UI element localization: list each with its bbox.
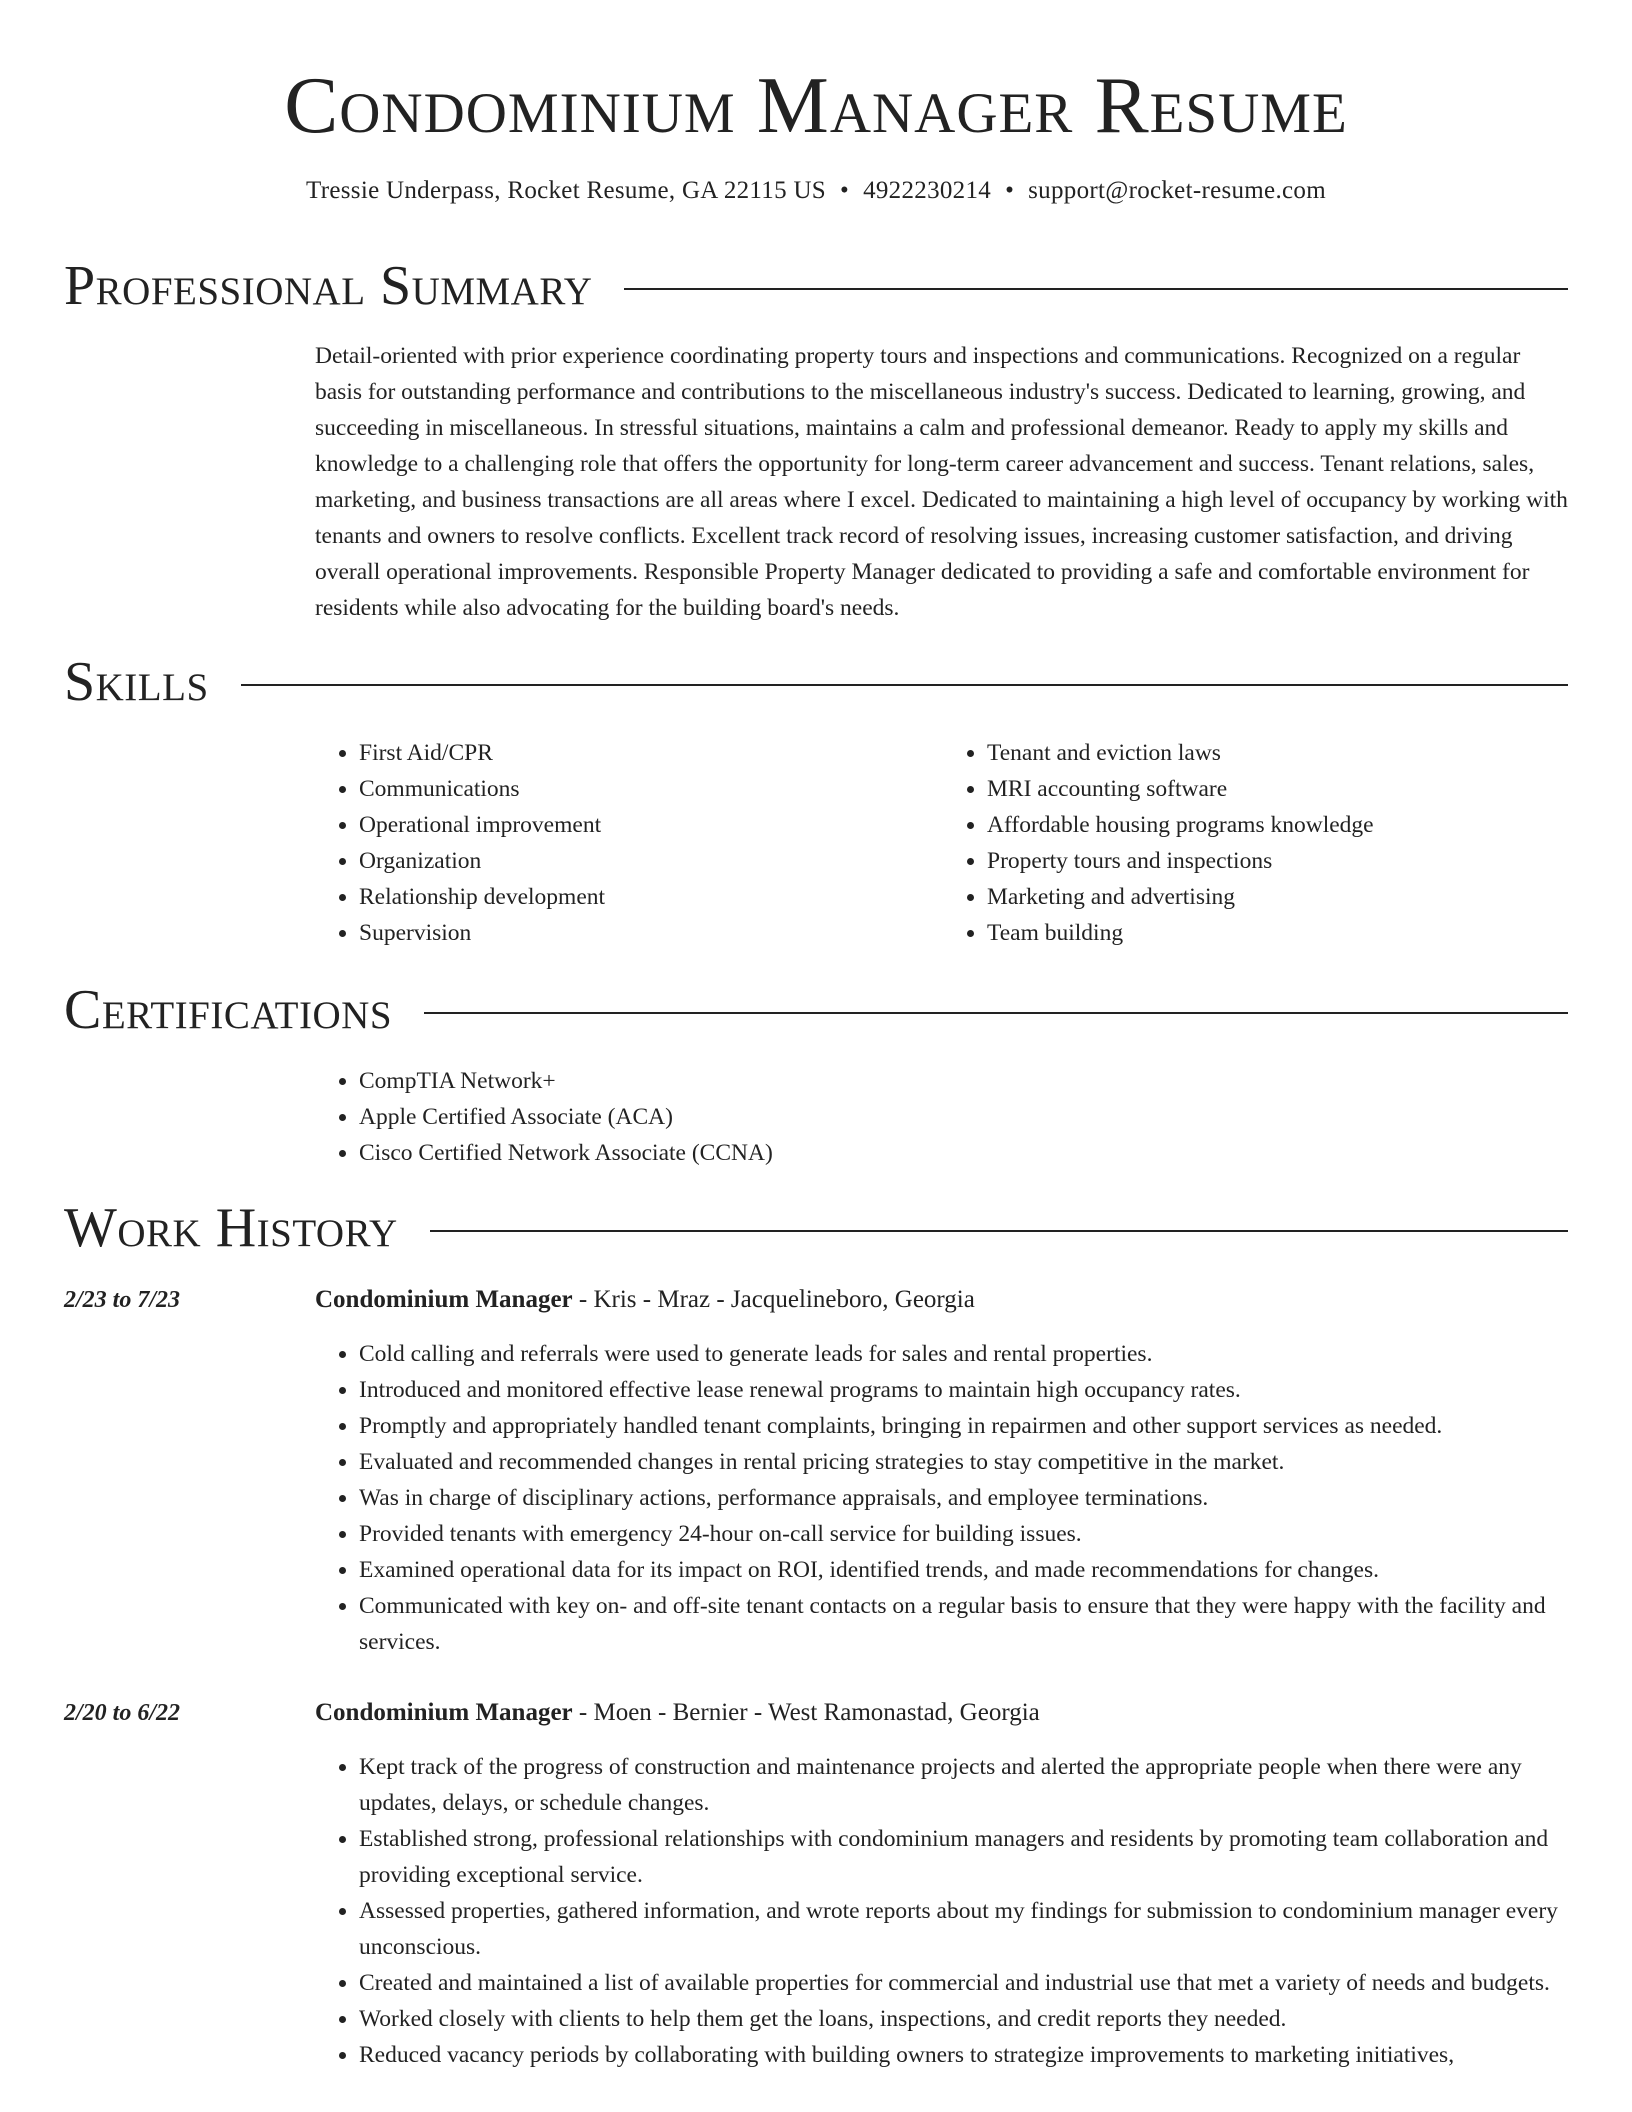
skill-item: • First Aid/CPR <box>359 735 943 771</box>
job-bullet: • Assessed properties, gathered information, and wrote reports about my findings for submission to condominium manager every unconscious. <box>359 1893 1571 1965</box>
section-divider <box>241 684 1568 686</box>
job-bullet: • Communicated with key on- and off-site tenant contacts on a regular basis to ensure that they were happy with the facility and services. <box>359 1588 1571 1660</box>
summary-text: Detail-oriented with prior experience coordinating property tours and inspections and communications. Recognized on a regular basis for outstanding performance and contributions to the miscellaneous industry's success. Dedicated to learning, growing, and succeeding in miscellaneous. In stressful situations, maintains a calm and professional demeanor. Ready to apply my skills and knowledge to a challenging role that offers the opportunity for long-term career advancement and success. Tenant relations, sales, marketing, and business transactions are all areas where I excel. Dedicated to maintaining a high level of occupancy by working with tenants and owners to resolve conflicts. Excellent track record of resolving issues, increasing customer satisfaction, and driving overall operational improvements. Responsible Property Manager dedicated to providing a safe and comfortable environment for residents while also advocating for the building board's needs. <box>315 343 1568 621</box>
skill-item: • Organization <box>359 843 943 879</box>
certification-item: • Cisco Certified Network Associate (CCNA) <box>359 1135 1571 1171</box>
skills-heading: Skills <box>64 651 209 713</box>
job-company: - Moen - Bernier - West Ramonastad, Georgia <box>572 1699 1040 1726</box>
job-bullet: • Promptly and appropriately handled tenant complaints, bringing in repairmen and other support services as needed. <box>359 1408 1571 1444</box>
skill-item: • Affordable housing programs knowledge <box>987 807 1571 843</box>
work-history-section-header <box>64 1196 1568 1260</box>
skills-column-right <box>943 735 1571 951</box>
section-divider <box>424 1012 1568 1014</box>
skill-item: • Tenant and eviction laws <box>987 735 1571 771</box>
skill-item: • Property tours and inspections <box>987 843 1571 879</box>
certifications-section-header <box>64 978 1568 1042</box>
job-company: - Kris - Mraz - Jacquelineboro, Georgia <box>572 1286 975 1313</box>
skill-item: • Communications <box>359 771 943 807</box>
skills-column-left <box>315 735 943 951</box>
job-bullet: • Created and maintained a list of available properties for commercial and industrial use that met a variety of needs and budgets. <box>359 1965 1571 2001</box>
contact-phone: 4922230214 <box>863 177 992 204</box>
contact-separator: • <box>1005 177 1015 204</box>
job-bullet: • Reduced vacancy periods by collaborating with building owners to strategize improvements to marketing initiatives, <box>359 2037 1571 2073</box>
skill-item: • Operational improvement <box>359 807 943 843</box>
job-bullet: • Provided tenants with emergency 24-hour on-call service for building issues. <box>359 1516 1571 1552</box>
job-header <box>315 1283 975 1317</box>
summary-heading: Professional Summary <box>64 255 593 317</box>
job-bullets <box>315 1336 1571 1660</box>
job-bullets <box>315 1749 1571 2073</box>
job-bullet: • Examined operational data for its impact on ROI, identified trends, and made recommendations for changes. <box>359 1552 1571 1588</box>
skill-item: • Team building <box>987 915 1571 951</box>
job-bullet: • Established strong, professional relationships with condominium managers and residents by promoting team collaboration and providing exceptional service. <box>359 1821 1571 1893</box>
skill-item: • Relationship development <box>359 879 943 915</box>
contact-address: Tressie Underpass, Rocket Resume, GA 22115 US <box>306 177 827 204</box>
job-header <box>315 1696 1040 1730</box>
skills-list <box>315 735 1571 951</box>
job-title: Condominium Manager <box>315 1286 573 1313</box>
job-bullet: • Cold calling and referrals were used to generate leads for sales and rental properties. <box>359 1336 1571 1372</box>
skills-section-header <box>64 650 1568 714</box>
contact-separator: • <box>840 177 850 204</box>
certifications-heading: Certifications <box>64 979 393 1041</box>
certification-item: • CompTIA Network+ <box>359 1063 1571 1099</box>
work-history-heading: Work History <box>64 1197 398 1259</box>
skill-item: • Marketing and advertising <box>987 879 1571 915</box>
section-divider <box>624 288 1568 290</box>
certifications-list <box>315 1063 1571 1171</box>
summary-section-header <box>64 254 1568 318</box>
skill-item: • Supervision <box>359 915 943 951</box>
certifications-bullets <box>315 1063 1571 1171</box>
job-title: Condominium Manager <box>315 1699 573 1726</box>
job-bullet: • Was in charge of disciplinary actions, performance appraisals, and employee terminations. <box>359 1480 1571 1516</box>
page-title: Condominium Manager Resume <box>284 60 1348 150</box>
job-bullet: • Worked closely with clients to help them get the loans, inspections, and credit reports they needed. <box>359 2001 1571 2037</box>
certification-item: • Apple Certified Associate (ACA) <box>359 1099 1571 1135</box>
skill-item: • MRI accounting software <box>987 771 1571 807</box>
contact-line <box>0 175 1632 207</box>
job-bullet: • Introduced and monitored effective lease renewal programs to maintain high occupancy rates. <box>359 1372 1571 1408</box>
section-divider <box>430 1230 1568 1232</box>
contact-email: support@rocket-resume.com <box>1028 177 1326 204</box>
job-bullet: • Evaluated and recommended changes in rental pricing strategies to stay competitive in the market. <box>359 1444 1571 1480</box>
job-bullet: • Kept track of the progress of construction and maintenance projects and alerted the appropriate people when there were any updates, delays, or schedule changes. <box>359 1749 1571 1821</box>
job-dates: 2/23 to 7/23 <box>64 1287 181 1313</box>
job-dates: 2/20 to 6/22 <box>64 1700 181 1726</box>
